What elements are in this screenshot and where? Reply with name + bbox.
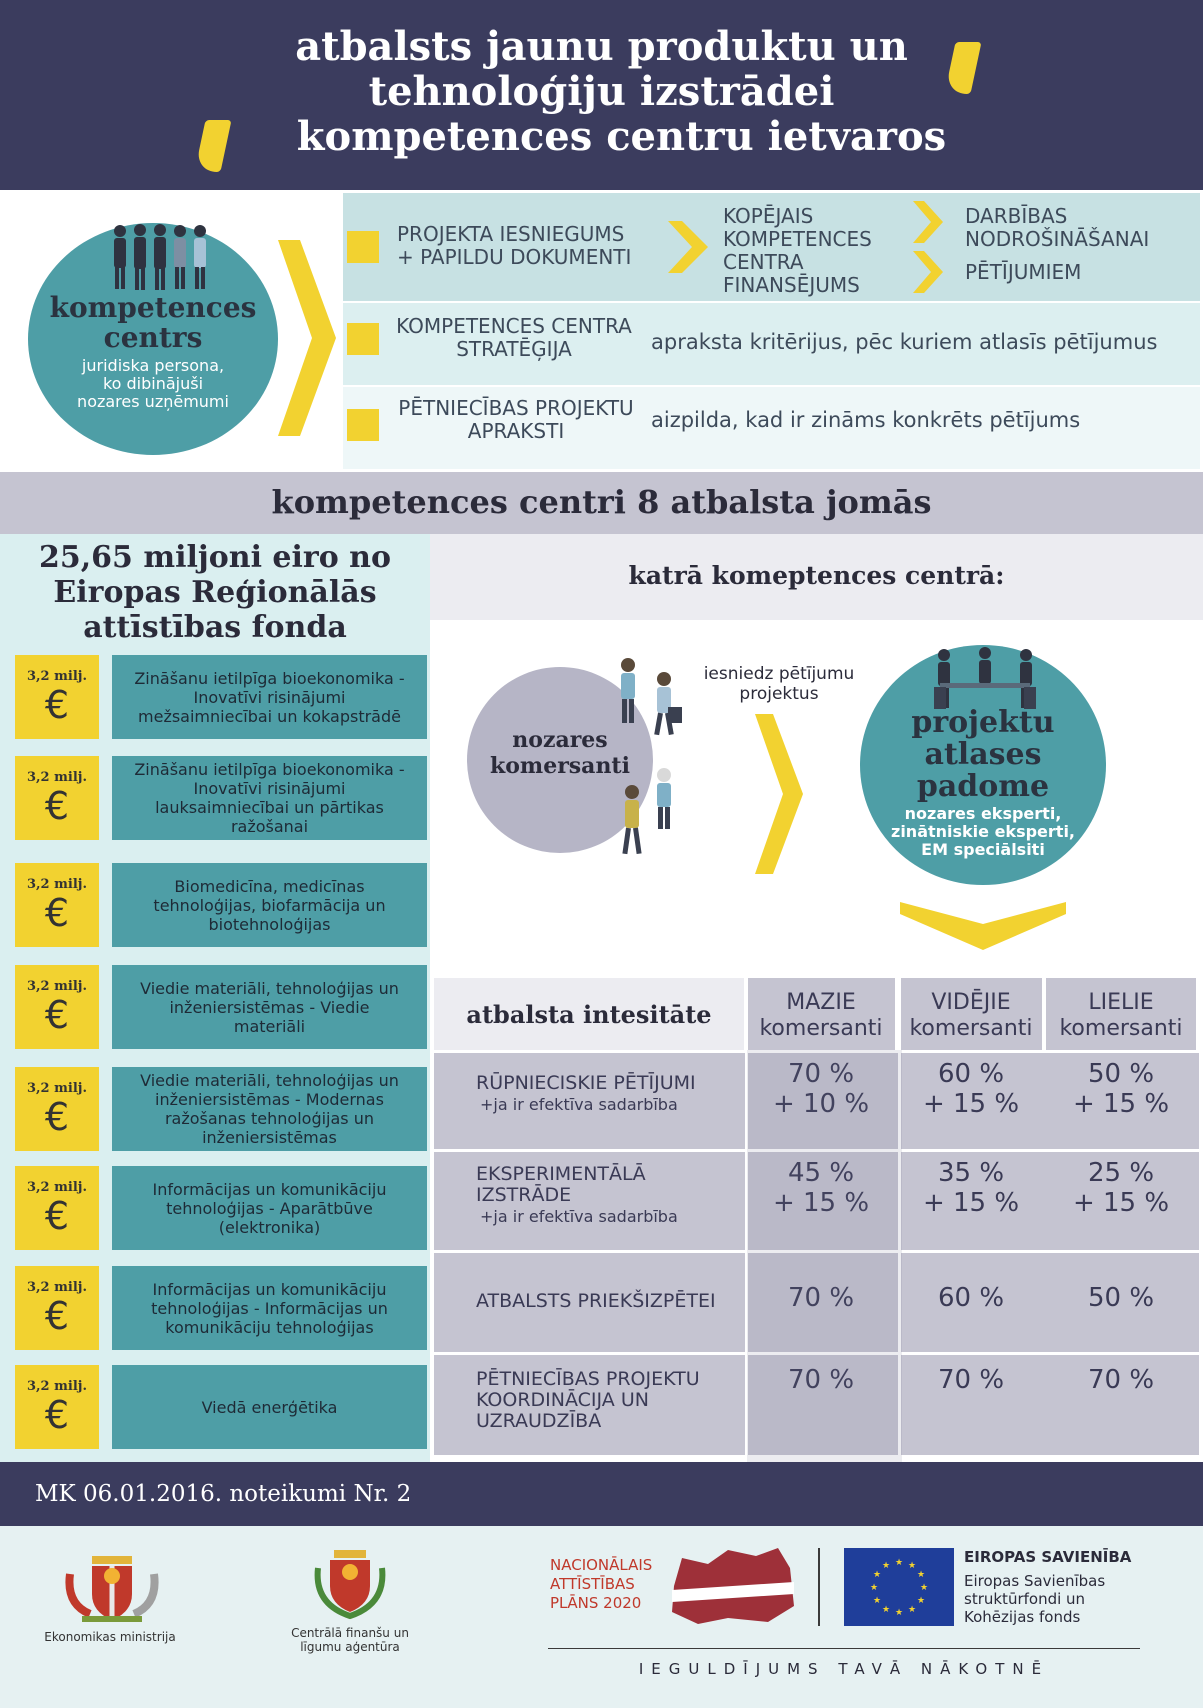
row3-description: aizpilda, kad ir zināms konkrēts pētījums bbox=[651, 408, 1081, 432]
euro-icon: € bbox=[44, 1393, 70, 1437]
amount-box bbox=[15, 863, 99, 947]
logo-divider bbox=[818, 1548, 820, 1626]
coat-of-arms-icon bbox=[62, 1554, 162, 1624]
chevron-right-icon bbox=[913, 201, 943, 243]
regulation-bar bbox=[0, 1462, 1203, 1526]
intensity-row-label bbox=[476, 1291, 716, 1312]
intensity-value-cell bbox=[900, 1158, 1042, 1218]
euro-icon: € bbox=[44, 1294, 70, 1338]
support-area-box bbox=[112, 655, 427, 739]
support-area-line: Inovatīvi risinājumi bbox=[193, 779, 346, 798]
fund-line-1: 25,65 miljoni eiro no bbox=[38, 540, 391, 575]
amount-box bbox=[15, 655, 99, 739]
row2-label-2: STRATĒĢIJA bbox=[456, 337, 572, 361]
svg-text:★: ★ bbox=[919, 1583, 929, 1593]
support-area-box bbox=[112, 1365, 427, 1449]
support-area-line: tehnoloģijas - Informācijas un bbox=[151, 1298, 388, 1318]
euro-icon: € bbox=[44, 784, 70, 828]
eu-line-1: Eiropas Savienības bbox=[964, 1572, 1106, 1590]
companies-line-2: komersanti bbox=[490, 753, 630, 779]
nap-line-2: ATTĪSTĪBAS bbox=[550, 1575, 635, 1593]
bullet-square-icon bbox=[347, 231, 379, 263]
amount-label: 3,2 milj. bbox=[26, 1280, 87, 1295]
support-area-line: inženiersistēmas - Modernas bbox=[155, 1090, 384, 1109]
support-area-line: Informācijas un komunikāciju bbox=[152, 1279, 387, 1299]
band-title: kompetences centri 8 atbalsta jomās bbox=[271, 483, 932, 521]
intensity-bonus: + 15 % bbox=[1072, 1188, 1170, 1218]
row1-label-2: + PAPILDU DOKUMENTI bbox=[397, 245, 632, 269]
svg-text:★: ★ bbox=[881, 1605, 891, 1615]
header-title-line-2: tehnoloģiju izstrādei bbox=[368, 68, 835, 115]
row-label-line-1: ATBALSTS PRIEKŠIZPĒTEI bbox=[476, 1290, 716, 1312]
row1-mid-4: FINANSĒJUMS bbox=[723, 273, 860, 297]
support-area-line: mežsaimniecībai un kokapstrādē bbox=[138, 706, 401, 726]
support-area-line: komunikāciju tehnoloģijas bbox=[165, 1317, 374, 1337]
intensity-value: 45 % bbox=[787, 1158, 855, 1188]
support-area-line: biotehnoloģijas bbox=[208, 914, 331, 934]
meeting-table-icon bbox=[930, 645, 1040, 713]
arrow-text-2: projektus bbox=[739, 684, 819, 704]
support-area-line: Biomedicīna, medicīnas bbox=[174, 876, 365, 896]
intensity-bonus: + 15 % bbox=[772, 1188, 870, 1218]
regulation-text: MK 06.01.2016. noteikumi Nr. 2 bbox=[35, 1481, 412, 1507]
nap-line-1: NACIONĀLAIS bbox=[550, 1556, 653, 1574]
row-label-sub: +ja ir efektīva sadarbība bbox=[480, 1095, 678, 1114]
row2-description: apraksta kritērijus, pēc kuriem atlasīs pētījumus bbox=[651, 330, 1158, 354]
svg-text:★: ★ bbox=[916, 1596, 926, 1606]
support-area-text bbox=[153, 1180, 387, 1237]
row1-right-2: NODROŠINĀŠANAI bbox=[965, 227, 1150, 251]
eu-flag-icon bbox=[844, 1548, 954, 1626]
support-area-line: tehnoloģijas - Aparātbūve bbox=[166, 1198, 373, 1218]
row-label-line-2: KOORDINĀCIJA UN bbox=[476, 1389, 649, 1411]
board-line-1: projektu bbox=[911, 705, 1055, 740]
support-area-text bbox=[202, 1398, 338, 1417]
intensity-value: 70 % bbox=[937, 1365, 1005, 1395]
row1-label-1: PROJEKTA IESNIEGUMS bbox=[397, 222, 625, 246]
support-area-line: Viedie materiāli, tehnoloģijas un bbox=[140, 978, 399, 998]
euro-icon: € bbox=[44, 891, 70, 935]
eu-title: EIROPAS SAVIENĪBA bbox=[964, 1548, 1132, 1566]
amount-label: 3,2 milj. bbox=[26, 669, 87, 684]
row1-right-3: PĒTĪJUMIEM bbox=[965, 260, 1082, 284]
row-project-application bbox=[343, 193, 1200, 301]
row3-label-1: PĒTNIECĪBAS PROJEKTU bbox=[398, 396, 634, 420]
logos-footer bbox=[0, 1526, 1203, 1708]
header-title-line-3: kompetences centru ietvaros bbox=[296, 113, 947, 160]
row2-label-1: KOMPETENCES CENTRA bbox=[396, 314, 632, 338]
support-area-line: Viedā enerģētika bbox=[201, 1397, 338, 1417]
euro-icon: € bbox=[44, 993, 70, 1037]
row-label-line-1: PĒTNIECĪBAS PROJEKTU bbox=[476, 1368, 700, 1390]
amount-label: 3,2 milj. bbox=[26, 1180, 87, 1195]
column-header-line-2: komersanti bbox=[909, 1016, 1033, 1041]
amount-box bbox=[15, 1067, 99, 1151]
intensity-value: 60 % bbox=[937, 1059, 1005, 1089]
competence-centre-sub-1: juridiska persona, bbox=[81, 356, 225, 375]
row-label-line-1: EKSPERIMENTĀLĀ bbox=[476, 1163, 646, 1185]
support-area-text bbox=[134, 669, 404, 726]
nap-line-3: PLĀNS 2020 bbox=[550, 1594, 642, 1612]
intensity-row-label bbox=[476, 1073, 696, 1115]
competence-centre-title: kompetences centrs bbox=[49, 291, 257, 354]
agency-name-line-1: Centrālā finanšu un bbox=[291, 1626, 409, 1640]
support-area-line: inženiersistēmas bbox=[202, 1128, 337, 1147]
intensity-title-cell bbox=[434, 978, 744, 1050]
intensity-value-cell bbox=[1046, 1283, 1196, 1313]
slogan-rule bbox=[548, 1648, 1140, 1649]
row-project-descriptions bbox=[343, 387, 1200, 469]
intensity-title: atbalsta intesitāte bbox=[466, 1000, 712, 1029]
intensity-row-label bbox=[476, 1369, 700, 1432]
row-label-line-1: RŪPNIECISKIE PĒTĪJUMI bbox=[476, 1072, 696, 1094]
svg-text:★: ★ bbox=[872, 1570, 882, 1580]
row-label-line-3: UZRAUDZĪBA bbox=[476, 1410, 602, 1432]
amount-box bbox=[15, 1365, 99, 1449]
svg-text:★: ★ bbox=[894, 1558, 904, 1568]
chevron-right-icon bbox=[913, 251, 943, 293]
agency-emblem-icon bbox=[312, 1548, 388, 1624]
amount-box bbox=[15, 756, 99, 840]
each-centre-title: katrā komeptences centrā: bbox=[628, 561, 1005, 590]
header-banner bbox=[0, 0, 1203, 190]
support-area-text bbox=[153, 877, 385, 934]
support-area-line: Informācijas un komunikāciju bbox=[152, 1179, 387, 1199]
svg-text:★: ★ bbox=[907, 1561, 917, 1571]
support-area-line: Zināšanu ietilpīga bioekonomika - bbox=[134, 760, 405, 779]
support-area-line: Viedie materiāli, tehnoloģijas un bbox=[140, 1071, 399, 1090]
support-area-line: inženiersistēmas - Viedie bbox=[169, 997, 370, 1017]
chevron-right-icon bbox=[755, 714, 803, 874]
intensity-bonus: + 10 % bbox=[772, 1089, 870, 1119]
intensity-row-label bbox=[476, 1164, 678, 1227]
header-title-line-1: atbalsts jaunu produktu un bbox=[295, 23, 908, 70]
intensity-column-header bbox=[900, 978, 1042, 1050]
chevron-right-icon bbox=[668, 221, 708, 273]
intensity-value: 70 % bbox=[787, 1059, 855, 1089]
support-area-line: materiāli bbox=[233, 1016, 306, 1036]
competence-centre-sub-3: nozares uzņēmumi bbox=[77, 392, 229, 411]
eu-line-2: struktūrfondi un bbox=[964, 1590, 1086, 1608]
row1-mid-1: KOPĒJAIS bbox=[723, 204, 814, 228]
support-area-line: Inovatīvi risinājumi bbox=[193, 687, 346, 707]
eu-line-3: Kohēzijas fonds bbox=[964, 1608, 1081, 1626]
intensity-value: 70 % bbox=[787, 1365, 855, 1395]
row1-mid-3: CENTRA bbox=[723, 250, 804, 274]
intensity-value-cell bbox=[900, 1365, 1042, 1395]
intensity-value-cell bbox=[1046, 1158, 1196, 1218]
competence-centre-sub-2: ko dibinājuši bbox=[102, 374, 204, 393]
support-area-line: ražošanas tehnoloģijas un bbox=[164, 1109, 375, 1128]
intensity-value-cell bbox=[900, 1283, 1042, 1313]
selection-board-circle bbox=[860, 645, 1106, 885]
amount-box bbox=[15, 965, 99, 1049]
support-area-box bbox=[112, 1266, 427, 1350]
euro-icon: € bbox=[44, 683, 70, 727]
support-area-line: tehnoloģijas, biofarmācija un bbox=[153, 895, 386, 915]
intensity-column-header bbox=[1046, 978, 1196, 1050]
each-centre-header bbox=[430, 534, 1203, 620]
column-header-line-1: LIELIE bbox=[1088, 990, 1154, 1015]
support-area-text bbox=[134, 760, 404, 836]
intensity-value-cell bbox=[1046, 1365, 1196, 1395]
svg-text:★: ★ bbox=[881, 1561, 891, 1571]
support-area-box bbox=[112, 1067, 427, 1151]
agency-name-line-2: līgumu aģentūra bbox=[300, 1640, 400, 1654]
support-area-line: (elektronika) bbox=[218, 1217, 321, 1237]
chevron-right-icon bbox=[278, 240, 336, 436]
row-label-line-2: IZSTRĀDE bbox=[476, 1184, 572, 1206]
arrow-text-1: iesniedz pētījumu bbox=[703, 664, 855, 684]
amount-label: 3,2 milj. bbox=[26, 1081, 87, 1096]
amount-label: 3,2 milj. bbox=[26, 877, 87, 892]
intensity-value-cell bbox=[1046, 1059, 1196, 1119]
support-area-box bbox=[112, 756, 427, 840]
support-area-box bbox=[112, 863, 427, 947]
board-line-3: padome bbox=[916, 769, 1050, 804]
slogan: IEGULDĪJUMS TAVĀ NĀKOTNĒ bbox=[638, 1660, 1050, 1678]
chevron-down-icon bbox=[900, 902, 1066, 950]
fund-line-2: Eiropas Reģionālās bbox=[53, 575, 377, 610]
intensity-value: 70 % bbox=[787, 1283, 855, 1313]
amount-box bbox=[15, 1266, 99, 1350]
column-header-line-2: komersanti bbox=[1059, 1016, 1183, 1041]
intensity-value: 70 % bbox=[1087, 1365, 1155, 1395]
latvia-map-flag-icon bbox=[668, 1546, 796, 1626]
board-sub-3: EM speciālsiti bbox=[921, 840, 1045, 859]
svg-text:★: ★ bbox=[916, 1570, 926, 1580]
column-header-line-2: komersanti bbox=[759, 1016, 883, 1041]
ministry-name: Ekonomikas ministrija bbox=[44, 1630, 176, 1644]
bullet-square-icon bbox=[347, 323, 379, 355]
intensity-bonus: + 15 % bbox=[922, 1188, 1020, 1218]
board-sub-2: zinātniskie eksperti, bbox=[891, 822, 1075, 841]
row1-mid-2: KOMPETENCES bbox=[723, 227, 872, 251]
column-header-line-1: VIDĒJIE bbox=[931, 990, 1011, 1015]
bullet-square-icon bbox=[347, 409, 379, 441]
support-area-text bbox=[140, 979, 399, 1036]
board-line-2: atlases bbox=[924, 737, 1042, 772]
support-area-box bbox=[112, 1166, 427, 1250]
intensity-value: 35 % bbox=[937, 1158, 1005, 1188]
companies-line-1: nozares bbox=[512, 727, 608, 753]
row-strategy bbox=[343, 303, 1200, 385]
euro-icon: € bbox=[44, 1095, 70, 1139]
intensity-value-cell bbox=[900, 1059, 1042, 1119]
intensity-value: 25 % bbox=[1087, 1158, 1155, 1188]
svg-text:★: ★ bbox=[872, 1596, 882, 1606]
intensity-column-header bbox=[747, 978, 895, 1050]
intensity-value: 60 % bbox=[937, 1283, 1005, 1313]
support-area-line: Zināšanu ietilpīga bioekonomika - bbox=[134, 668, 405, 688]
support-area-text bbox=[140, 1071, 399, 1147]
amount-label: 3,2 milj. bbox=[26, 770, 87, 785]
amount-label: 3,2 milj. bbox=[26, 1379, 87, 1394]
intensity-value: 50 % bbox=[1087, 1059, 1155, 1089]
fund-line-3: attīstības fonda bbox=[83, 610, 347, 645]
column-header-line-1: MAZIE bbox=[786, 990, 856, 1015]
small-companies-column-shade bbox=[747, 1050, 902, 1462]
svg-text:★: ★ bbox=[907, 1605, 917, 1615]
amount-box bbox=[15, 1166, 99, 1250]
support-area-line: lauksaimniecībai un pārtikas bbox=[155, 798, 384, 817]
support-area-box bbox=[112, 965, 427, 1049]
support-area-text bbox=[151, 1280, 388, 1337]
row1-right-1: DARBĪBAS bbox=[965, 204, 1068, 228]
row3-label-2: APRAKSTI bbox=[467, 419, 565, 443]
competence-centre-circle bbox=[28, 223, 278, 455]
board-sub-1: nozares eksperti, bbox=[904, 804, 1062, 823]
euro-icon: € bbox=[44, 1194, 70, 1238]
intensity-bonus: + 15 % bbox=[922, 1089, 1020, 1119]
svg-text:★: ★ bbox=[869, 1583, 879, 1593]
intensity-value: 50 % bbox=[1087, 1283, 1155, 1313]
intensity-bonus: + 15 % bbox=[1072, 1089, 1170, 1119]
business-people-icon bbox=[108, 223, 213, 293]
support-areas-band bbox=[0, 472, 1203, 534]
row-label-sub: +ja ir efektīva sadarbība bbox=[480, 1207, 678, 1226]
support-area-line: ražošanai bbox=[230, 817, 309, 836]
people-with-documents-icon bbox=[612, 655, 684, 860]
svg-text:★: ★ bbox=[894, 1608, 904, 1618]
amount-label: 3,2 milj. bbox=[26, 979, 87, 994]
